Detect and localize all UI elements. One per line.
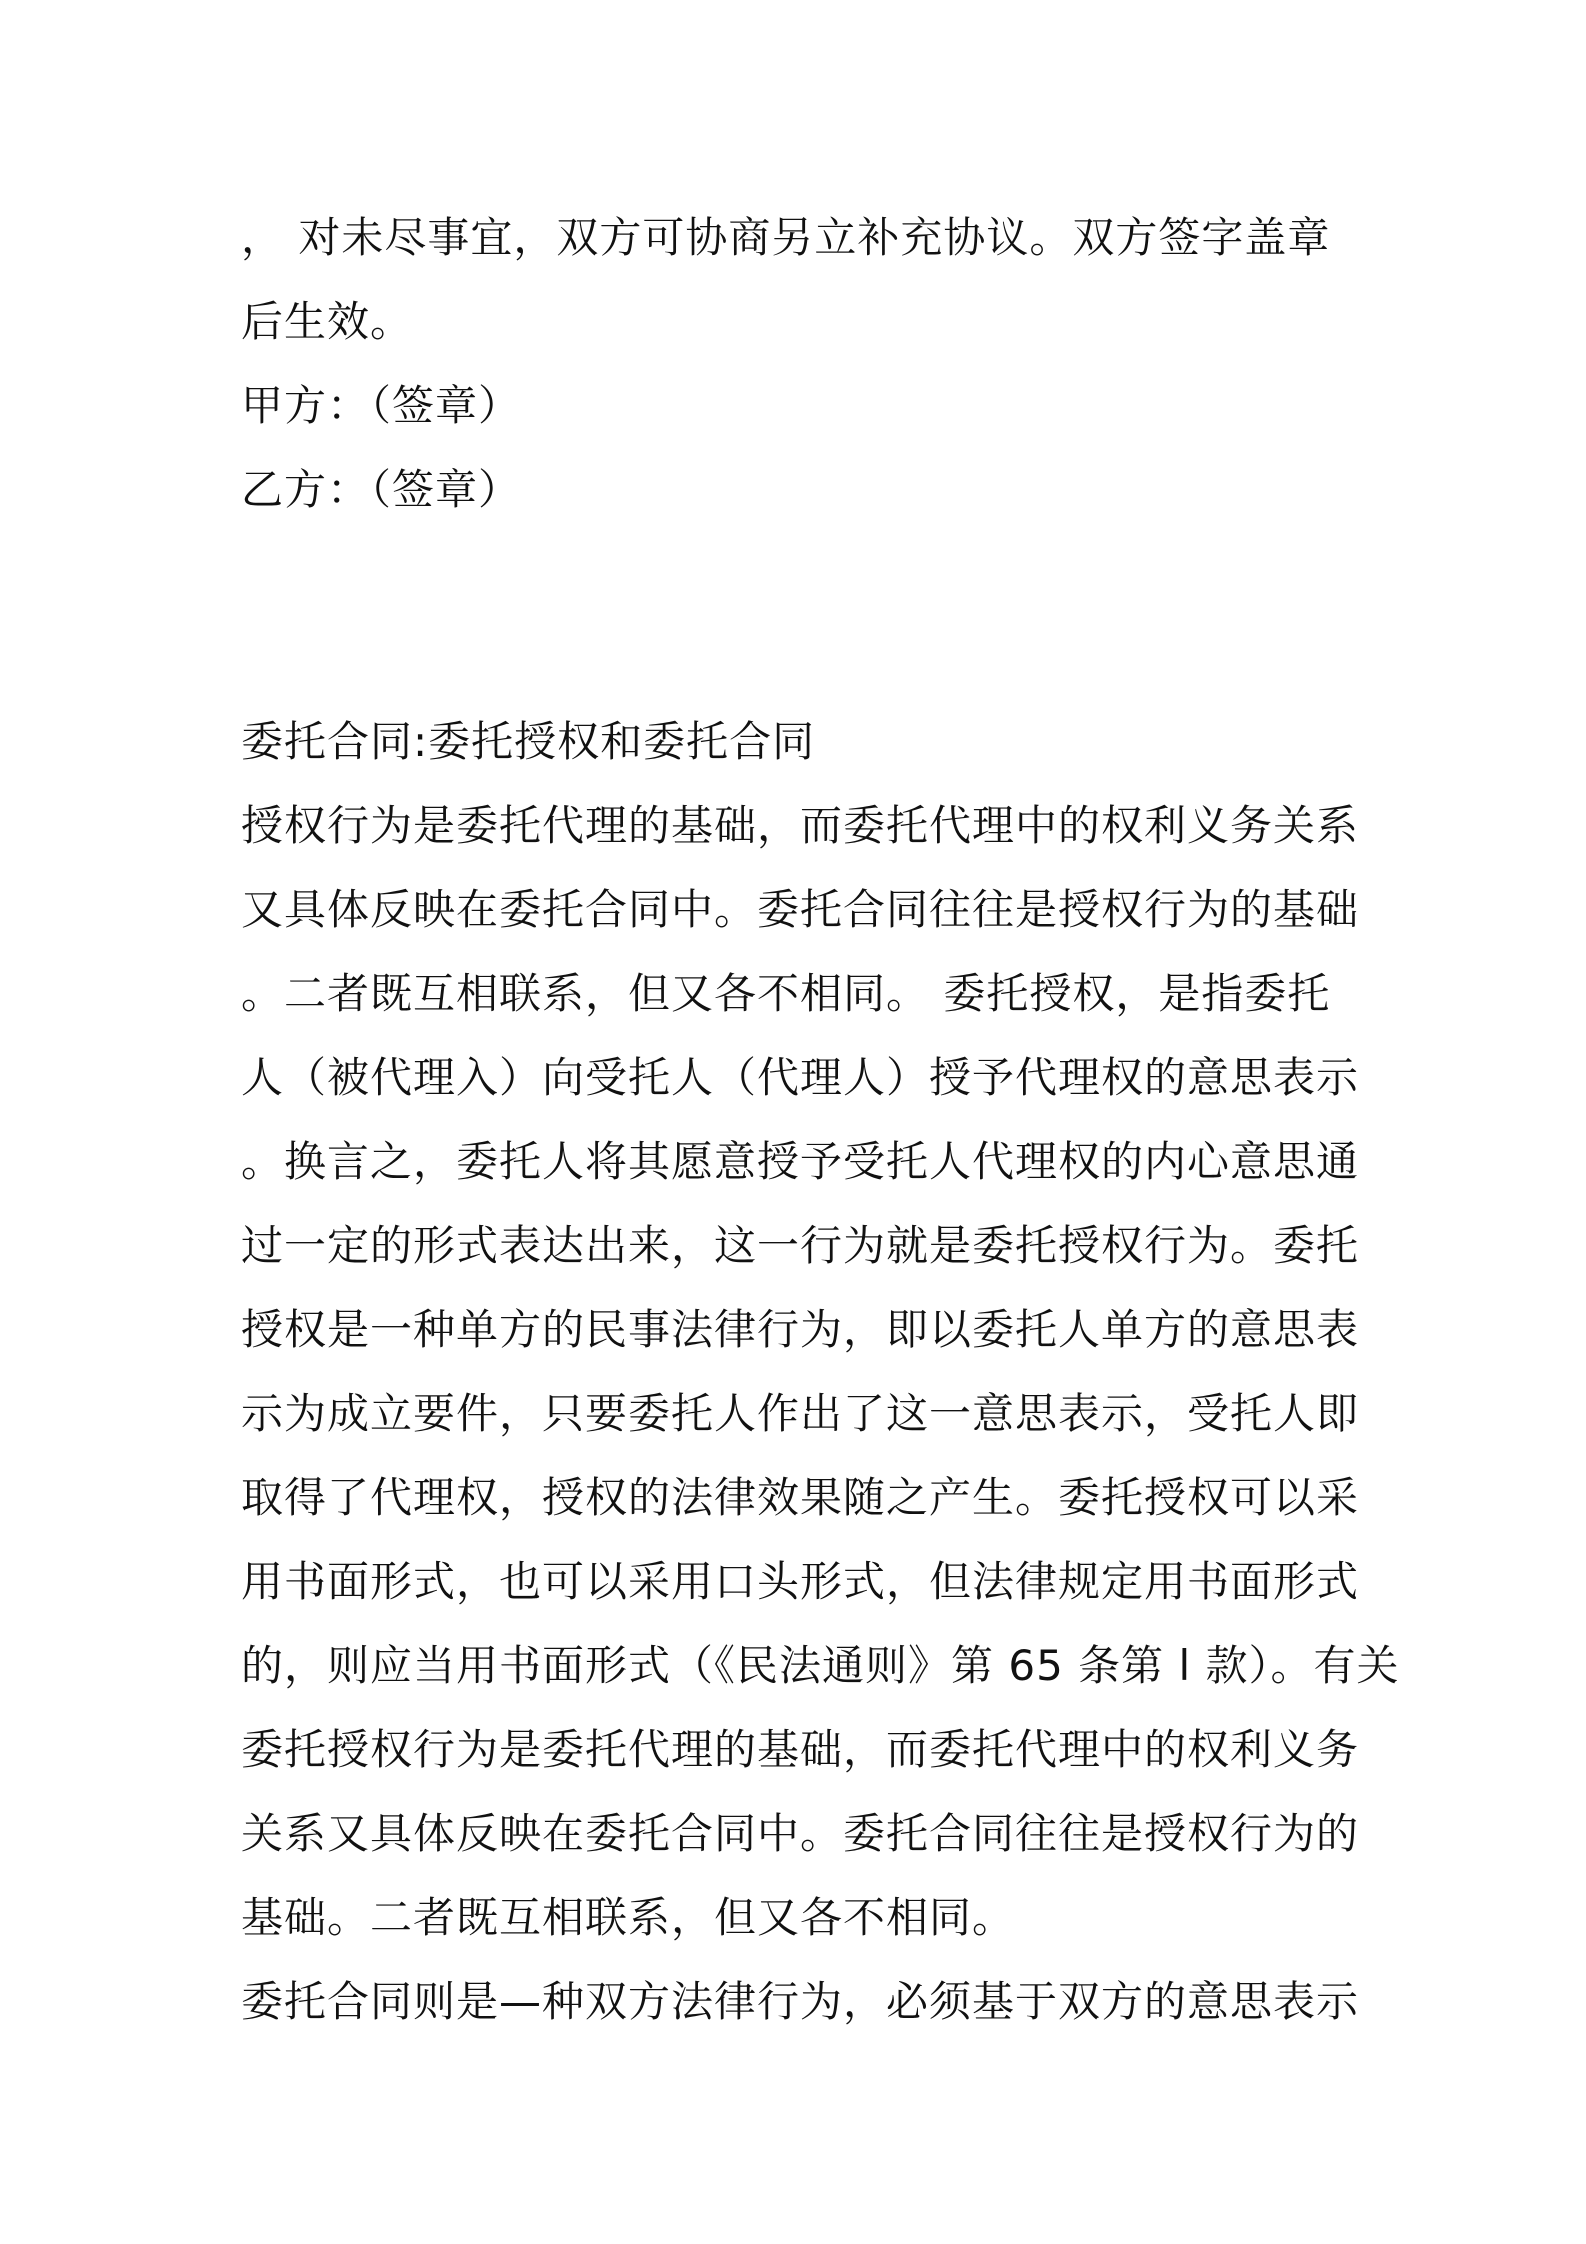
paragraph-line: 授权行为是委托代理的基础，而委托代理中的权利义务关系 [241,801,1360,850]
paragraph-line: 关系又具体反映在委托合同中。委托合同往往是授权行为的 [241,1809,1360,1858]
party-b-signature-line: 乙方：（签章） [241,465,522,514]
document-body [241,196,1400,2044]
paragraph-line: 过一定的形式表达出来，这一行为就是委托授权行为。委托 [241,1221,1360,1270]
paragraph-line: 基础。二者既互相联系，但又各不相同。 [241,1893,1016,1942]
text-line: ， 对未尽事宜，双方可协商另立补充协议。双方签字盖章 [241,213,1331,262]
paragraph-line: 人（被代理入）向受托人（代理人）授予代理权的意思表示 [241,1053,1360,1102]
paragraph-line: 用书面形式，也可以采用口头形式，但法律规定用书面形式 [241,1557,1360,1606]
paragraph-line: 取得了代理权，授权的法律效果随之产生。委托授权可以采 [241,1473,1360,1522]
section-title: 委托合同:委托授权和委托合同 [241,717,816,766]
paragraph-line: 。换言之，委托人将其愿意授予受托人代理权的内心意思通 [241,1137,1360,1186]
paragraph-line: 的，则应当用书面形式（《民法通则》第 65 条第 l 款）。有关 [241,1641,1400,1690]
paragraph-line: 示为成立要件，只要委托人作出了这一意思表示，受托人即 [241,1389,1360,1438]
section-spacer [241,532,1353,700]
paragraph-line: 又具体反映在委托合同中。委托合同往往是授权行为的基础 [241,885,1360,934]
party-a-signature-line: 甲方：（签章） [241,381,522,430]
paragraph-line: 委托授权行为是委托代理的基础，而委托代理中的权利义务 [241,1725,1360,1774]
paragraph-line: 委托合同则是—种双方法律行为，必须基于双方的意思表示 [241,1977,1360,2026]
paragraph-line: 。二者既互相联系，但又各不相同。 委托授权，是指委托 [241,969,1331,1018]
paragraph-line: 授权是一种单方的民事法律行为，即以委托人单方的意思表 [241,1305,1360,1354]
text-line: 后生效。 [241,297,414,346]
